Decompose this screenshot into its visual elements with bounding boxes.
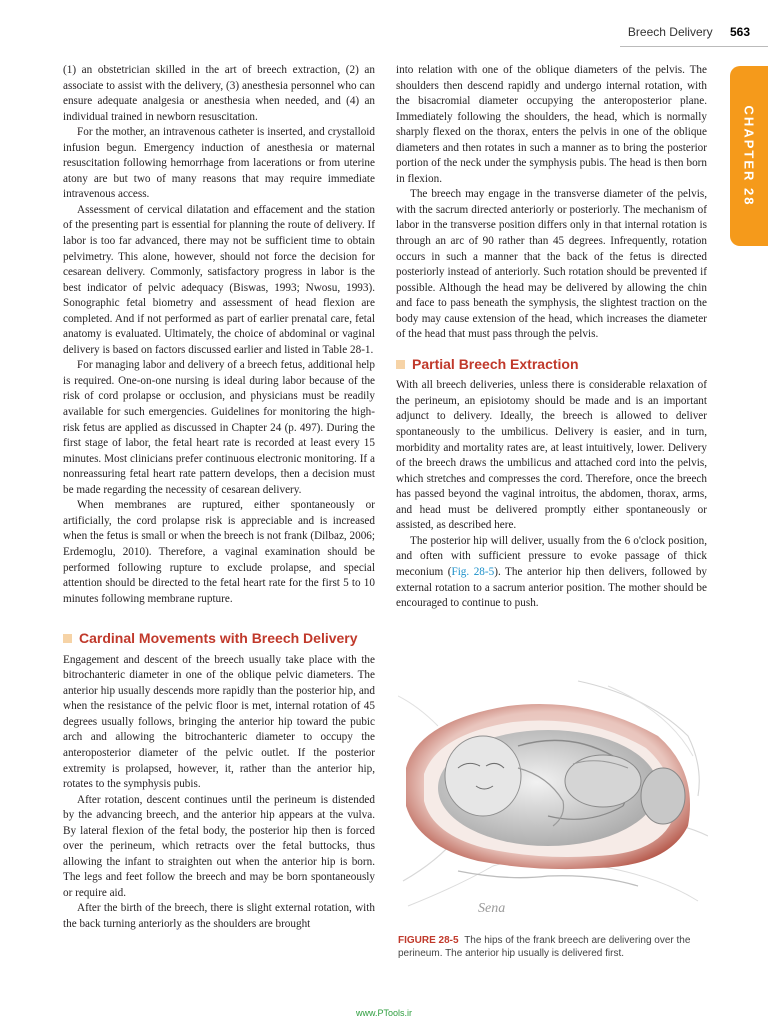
paragraph: After the birth of the breech, there is slight external rotation, with the back turning anteriorly as the shoulders are brought [63, 902, 375, 930]
paragraph: (1) an obstetrician skilled in the art of breech extraction, (2) an associate to assist with the delivery, (3) anesthesia personnel who can ensure adequate analgesia or anesthesia when needed, and (4) an individual trained in newborn resuscitation. [63, 64, 375, 123]
paragraph: With all breech deliveries, unless there is considerable relaxation of the perineum, an episiotomy should be made and is an important adjunct to delivery. Ideally, the breech is allowed to deliver spontaneously to the umbilicus. Delivery is easier, and in turn, morbidity and mortality rates are, at least intuitively, lower. Delivery of the breech draws the umbilicus and attached cord into the pelvis, which stretches and compresses the cord. Therefore, once the breech has passed beyond the vaginal introitus, the abdomen, thorax, arms, and head must be delivered promptly either spontaneously or assisted, as described here. [396, 379, 707, 532]
header-rule [620, 46, 768, 47]
heading-square-icon [63, 634, 72, 643]
paragraph: Assessment of cervical dilatation and effacement and the station of the presenting part is essential for planning the route of delivery. If labor is too far advanced, there may not be sufficient time to obtain pelvimetry. This alone, however, should not force the decision for cesarean delivery. Commonly, satisfactory progress in labor is the best indicator of pelvic adequacy (Biswas, 1993; Nwosu, 1993). Sonographic fetal biometry and assessment of head flexion are completed. And if not performed as part of earlier prenatal care, fetal anatomy is evaluated. Ultimately, the choice of abdominal or vaginal delivery is based on factors discussed earlier and listed in Table 28-1. [63, 203, 375, 356]
breech-delivery-illustration [398, 676, 708, 924]
text-span: The posterior hip will deliver, usually from the 6 o'clock position, and often with sufficient pressure to evoke passage of thick meconium ( [396, 534, 707, 578]
footer-url: www.PTools.ir [355, 1008, 412, 1018]
paragraph: Engagement and descent of the breech usually take place with the bitrochanteric diameter in one of the oblique pelvic diameters. The anterior hip usually descends more rapidly than the posterior hip, and when the resistance of the pelvic floor is met, internal rotation of 45 degrees usually follows, bringing the anterior hip toward the pubic arch and allowing the bitrochanteric diameter to occupy the anteroposterior diameter of the pelvic outlet. If the posterior extremity is prolapsed, however, it, rather than the anterior hip, rotates to the symphysis pubis. [63, 653, 375, 791]
paragraph: The breech may engage in the transverse diameter of the pelvis, with the sacrum directed anteriorly or posteriorly. The mechanism of labor in the transverse position differs only in that internal rotation is through an arc of 90 rather than 45 degrees. Infrequently, rotation occurs in such a manner that the back of the fetus is directed posteriorly instead of anteriorly. Such rotation should be prevented if possible. Although the head may be delivered by allowing the chin and face to pass beneath the symphysis, the slightest traction on the body may cause extension of the head, which increases the diameter of the head that must pass through the pelvis. [396, 188, 707, 341]
page-header [628, 25, 750, 39]
section-heading-partial-breech-extraction [396, 357, 707, 373]
paragraph: When membranes are ruptured, either spontaneously or artificially, the cord prolapse risk is appreciable and is increased when the fetus is small or when the breech is not frank (Dilbaz, 2006; Erdemoglu, 2010). Therefore, a vaginal examination should be performed following rupture to exclude prolapse, and special attention should be directed to the fetal heart rate for the first 5 to 10 minutes following membrane rupture. [63, 499, 375, 605]
figure-illustration [398, 676, 708, 924]
heading-text: Partial Breech Extraction [412, 355, 579, 372]
text-span: ). The anterior hip then delivers, followed by external rotation to a sacrum anterior position. The mother should be encouraged to continue to push. [396, 565, 708, 610]
right-column [396, 63, 707, 612]
paragraph: After rotation, descent continues until the perineum is distended by the advancing breech, and the anterior hip appears at the vulva. By lateral flexion of the fetal body, the posterior hip then is forced over the perineum, which retracts over the fetal buttocks, thus allowing the infant to straighten out when the anterior hip is born. The legs and feet follow the breech and may be born spontaneously or require aid. [63, 793, 375, 899]
artist-signature: Sena [478, 901, 506, 916]
left-column [63, 63, 375, 933]
paragraph: For the mother, an intravenous catheter is inserted, and crystalloid infusion begun. Emergency induction of anesthesia or maternal resuscitation following hemorrhage from lacerations or from uterine atony are but two of many reasons that may require immediate intravenous access. [63, 126, 375, 201]
figure-caption-text: The hips of the frank breech are delivering over the perineum. The anterior hip usually is delivered first. [398, 935, 691, 959]
chapter-tab-label: CHAPTER 28 [741, 105, 757, 207]
figure-reference-link[interactable]: Fig. 28-5 [451, 565, 495, 578]
figure-caption [398, 934, 708, 960]
paragraph: into relation with one of the oblique diameters of the pelvis. The shoulders then descend rapidly and undergo internal rotation, with the bisacromial diameter occupying the anteroposterior plane. Immediately following the shoulders, the head, which is normally sharply flexed on the thorax, enters the pelvis in one of the oblique diameters and then rotates in such a manner as to bring the posterior portion of the neck under the symphysis pubis. The head is then born in flexion. [396, 64, 707, 185]
chapter-tab [730, 66, 768, 246]
paragraph: For managing labor and delivery of a breech fetus, additional help is required. One-on-one nursing is ideal during labor because of the risk of cord prolapse or occlusion, and physicians must be readily available for such emergencies. Guidelines for monitoring the high-risk fetus are applied as discussed in Chapter 24 (p. 497). During the first stage of labor, the fetal heart rate is recorded at least every 15 minutes. Most clinicians prefer continuous electronic monitoring. If a nonreassuring fetal heart rate pattern develops, then a decision must be made regarding the necessity of cesarean delivery. [63, 359, 375, 496]
section-heading-cardinal-movements [63, 631, 375, 647]
paragraph [396, 534, 707, 612]
figure-label: FIGURE 28-5 [398, 935, 459, 946]
heading-text: Cardinal Movements with Breech Delivery [79, 630, 358, 647]
page-number: 563 [729, 25, 750, 39]
running-title: Breech Delivery [627, 25, 713, 39]
heading-square-icon [396, 360, 405, 369]
